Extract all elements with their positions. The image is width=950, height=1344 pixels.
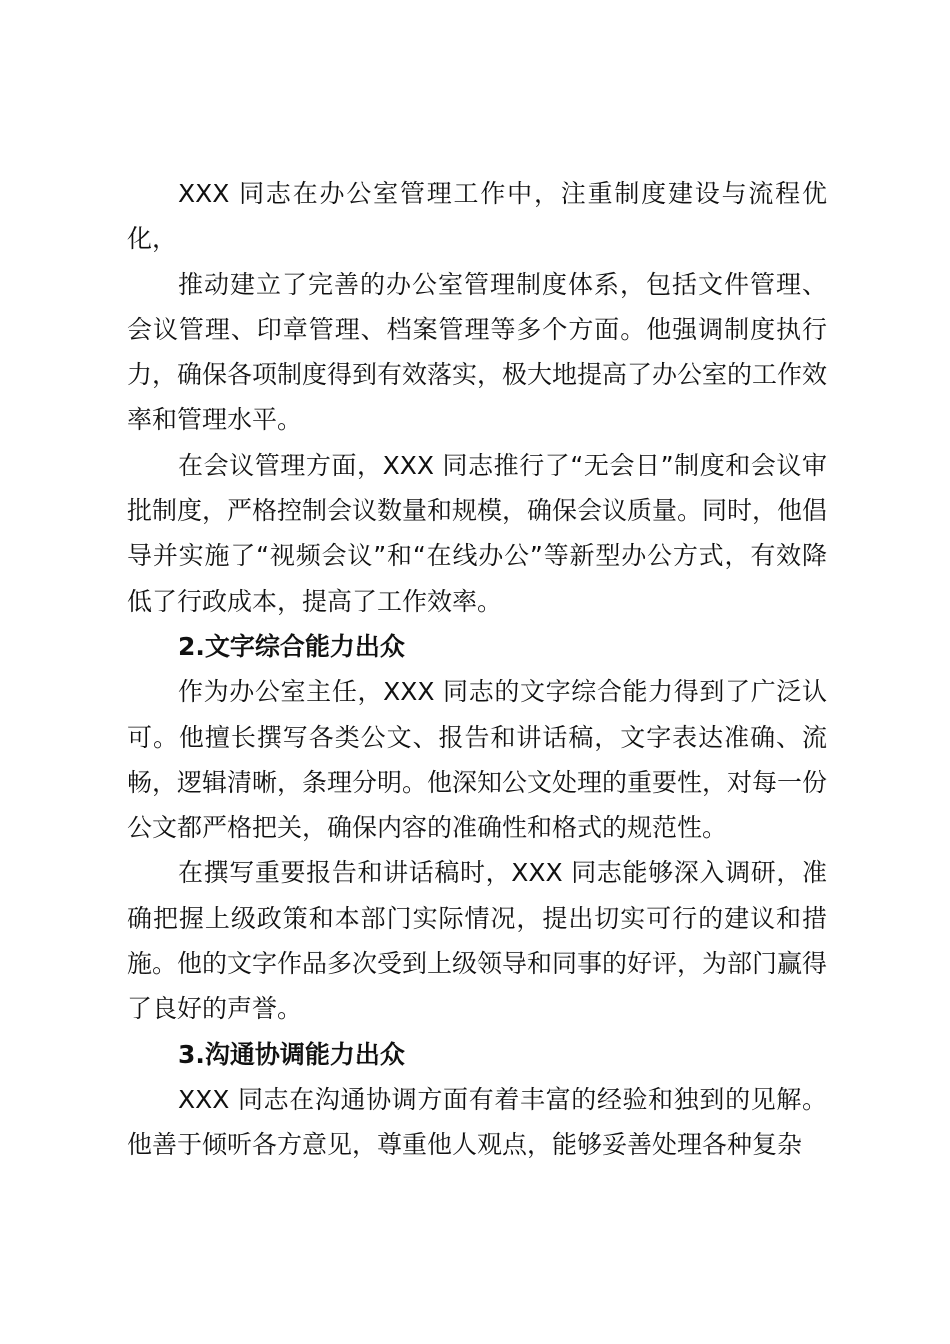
document-body <box>127 171 827 1168</box>
paragraph-4: 作为办公室主任，XXX 同志的文字综合能力得到了广泛认可。他擅长撰写各类公文、报告和讲话稿，文字表达准确、流畅，逻辑清晰，条理分明。他深知公文处理的重要性，对每一份公文都严格把关，确保内容的准确性和格式的规范性。 <box>127 677 828 843</box>
section-heading-3: 3.沟通协调能力出众 <box>178 1039 405 1069</box>
section-heading-2: 2.文字综合能力出众 <box>178 631 405 661</box>
paragraph-2: 推动建立了完善的办公室管理制度体系，包括文件管理、会议管理、印章管理、档案管理等多个方面。他强调制度执行力，确保各项制度得到有效落实，极大地提高了办公室的工作效率和管理水平。 <box>127 269 828 435</box>
paragraph-6: XXX 同志在沟通协调方面有着丰富的经验和独到的见解。他善于倾听各方意见，尊重他人观点，能够妥善处理各种复杂 <box>127 1084 827 1160</box>
paragraph-3: 在会议管理方面，XXX 同志推行了“无会日”制度和会议审批制度，严格控制会议数量和规模，确保会议质量。同时，他倡导并实施了“视频会议”和“在线办公”等新型办公方式，有效降低了行政成本，提高了工作效率。 <box>127 450 828 616</box>
paragraph-1: XXX 同志在办公室管理工作中，注重制度建设与流程优化， <box>127 179 827 254</box>
paragraph-5: 在撰写重要报告和讲话稿时，XXX 同志能够深入调研，准确把握上级政策和本部门实际情况，提出切实可行的建议和措施。他的文字作品多次受到上级领导和同事的好评，为部门赢得了良好的声誉。 <box>127 858 828 1024</box>
